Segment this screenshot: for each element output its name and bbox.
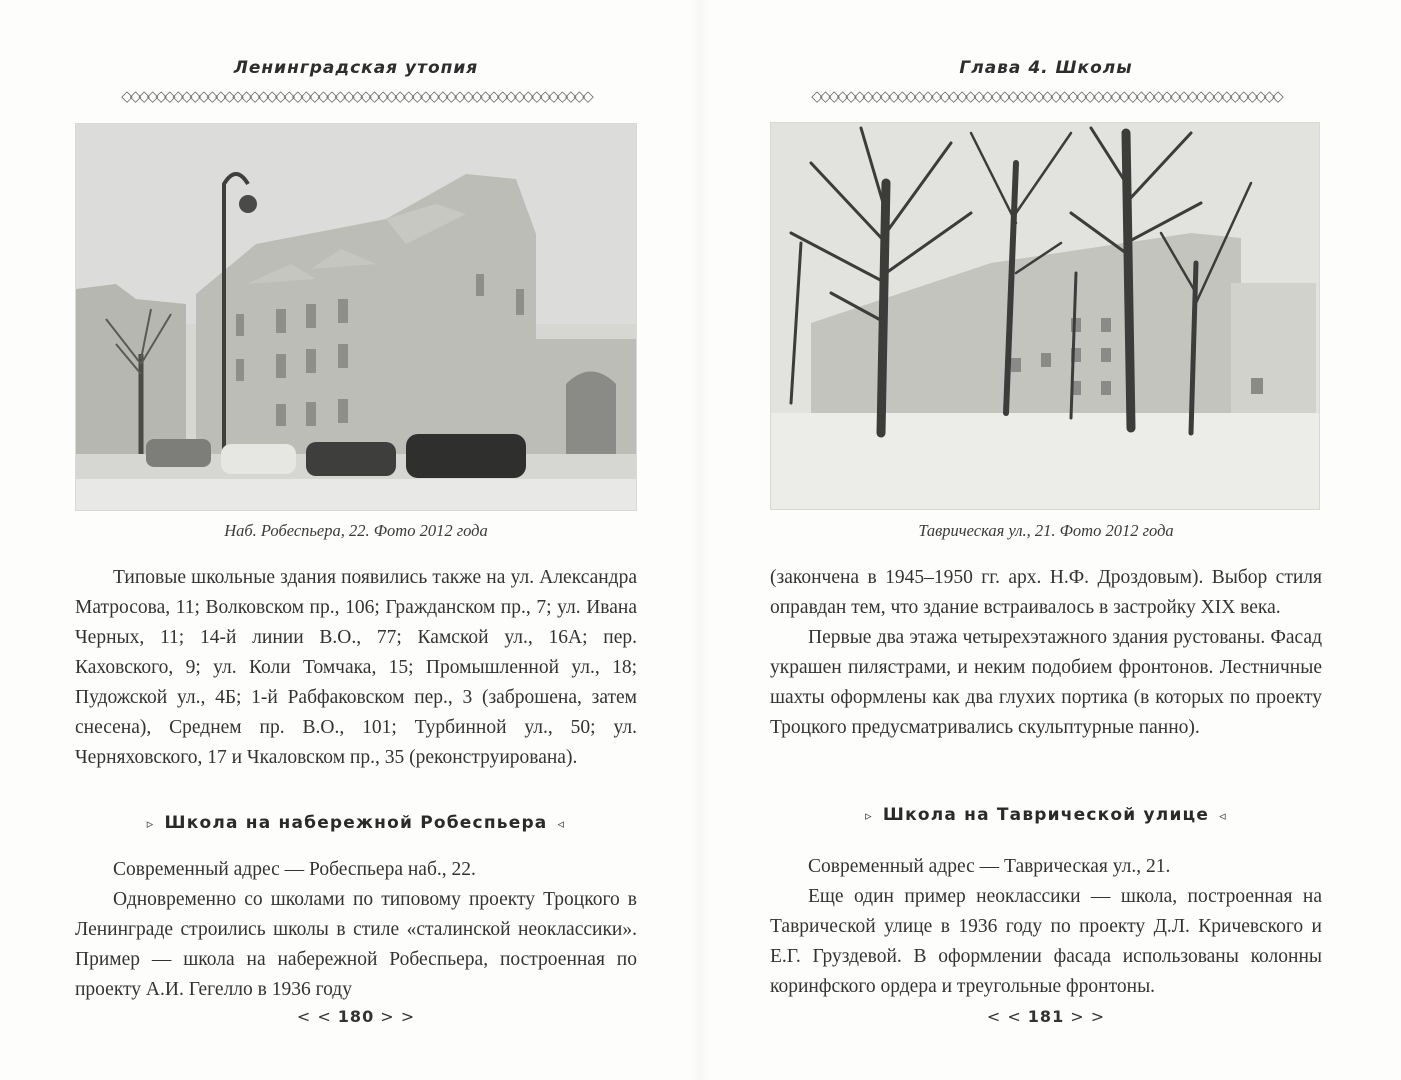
paragraph: Современный адрес — Таврическая ул., 21. [808,856,1171,877]
folio-number: 180 [337,1007,375,1026]
running-head-book-title: Ленинградская утопия [233,58,479,78]
section-heading-text: Школа на набережной Робеспьера [164,813,548,833]
park-photo-icon [771,123,1320,510]
paragraph: Одновременно со школами по типовому проекту Троцкого в Ленинграде строились школы в стиле «сталинской неоклассики». Пример — школа на набережной Робеспьера, построенная по проекту А.И. Гегелло в 1936 году [75,889,637,1000]
page-number [770,1007,1322,1026]
section-heading [75,813,637,833]
body-text-bottom [75,855,637,1005]
triangle-left-icon: ◃ [557,817,566,832]
photo-caption: Наб. Робеспьера, 22. Фото 2012 года [224,521,488,540]
diamond-ornament-rule: ◇◇◇◇◇◇◇◇◇◇◇◇◇◇◇◇◇◇◇◇◇◇◇◇◇◇◇◇◇◇◇◇◇◇◇◇◇◇◇◇◇◇◇◇◇◇◇◇◇◇◇◇◇◇◇ [811,88,1281,104]
page-number [75,1007,637,1026]
body-text-top [770,563,1322,743]
triangle-right-icon: ▹ [865,809,873,824]
section-heading [770,805,1322,825]
photo-robespierre-school [75,123,637,511]
paragraph: Типовые школьные здания появились также на ул. Александра Матросова, 11; Волковском пр., 106; Гражданском пр., 7; ул. Ивана Черных, 11; 14-й линии В.О., 77; Камской ул., 16А; пер. Каховского, 9; ул. Коли Томчака, 15; Промышленной ул., 18; Пудожской ул., 4Б; 1-й Рабфаковском пер., 3 (заброшена, затем снесена), Среднем пр. В.О., 101; Турбинной ул., 50; ул. Черняховского, 17 и Чкаловском пр., 35 (реконструирована). [75,567,637,768]
folio-right-marks: > > [380,1007,416,1026]
photo-caption: Таврическая ул., 21. Фото 2012 года [918,521,1174,540]
triangle-right-icon: ▹ [146,817,155,832]
paragraph: Современный адрес — Робеспьера наб., 22. [113,859,476,880]
body-text-top [75,563,637,773]
triangle-left-icon: ◃ [1219,809,1227,824]
folio-left-marks: < < [296,1007,332,1026]
left-page [75,0,637,1080]
photo-tavricheskaya-school [770,122,1320,510]
right-page [770,0,1322,1080]
running-head-chapter-title: Глава 4. Школы [959,58,1133,78]
body-text-bottom [770,852,1322,1002]
section-heading-text: Школа на Таврической улице [882,805,1210,825]
paragraph: Еще один пример неоклассики — школа, построенная на Таврической улице в 1936 году по проекту Д.Л. Кричевского и Е.Г. Груздевой. В оформлении фасада использованы колонны коринфского ордера и треугольные фронтоны. [770,886,1322,997]
folio-number: 181 [1027,1007,1065,1026]
building-photo-icon [76,124,637,511]
folio-left-marks: < < [986,1007,1022,1026]
paragraph: Первые два этажа четырехэтажного здания рустованы. Фасад украшен пилястрами, и неким подобием фронтонов. Лестничные шахты оформлены как два глухих портика (в которых по проекту Троцкого предусматривались скульптурные панно). [770,627,1322,738]
folio-right-marks: > > [1070,1007,1106,1026]
diamond-ornament-rule: ◇◇◇◇◇◇◇◇◇◇◇◇◇◇◇◇◇◇◇◇◇◇◇◇◇◇◇◇◇◇◇◇◇◇◇◇◇◇◇◇◇◇◇◇◇◇◇◇◇◇◇◇◇◇◇ [121,88,591,104]
book-gutter [690,0,710,1080]
paragraph: (закончена в 1945–1950 гг. арх. Н.Ф. Дроздовым). Выбор стиля оправдан тем, что здание встраивалось в застройку XIX века. [770,567,1322,618]
